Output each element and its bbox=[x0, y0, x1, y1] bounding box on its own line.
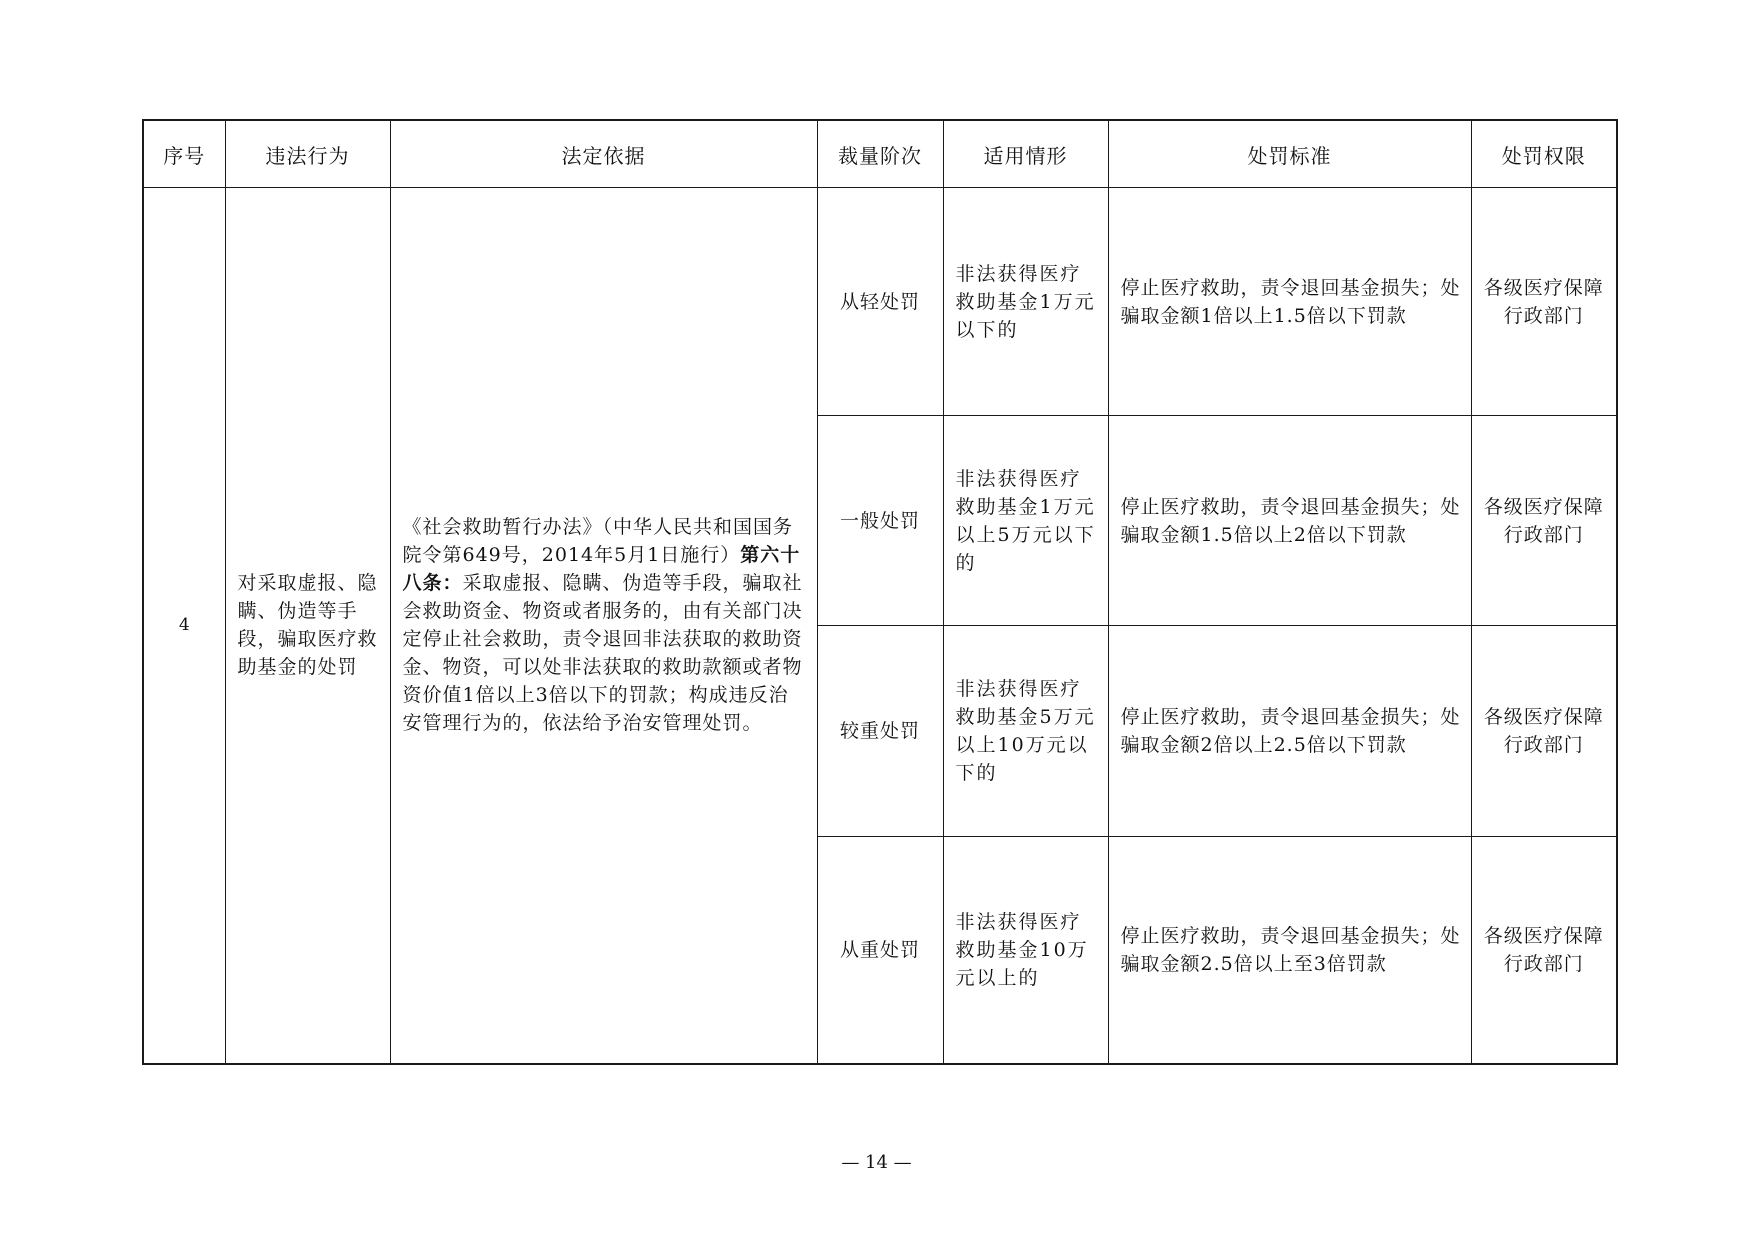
standard-cell: 停止医疗救助，责令退回基金损失；处骗取金额1倍以上1.5倍以下罚款 bbox=[1108, 188, 1471, 416]
legal-basis-cell bbox=[390, 188, 817, 1064]
level-cell: 从轻处罚 bbox=[817, 188, 943, 416]
header-row bbox=[143, 120, 1617, 188]
header-applicable-case: 适用情形 bbox=[943, 120, 1108, 188]
case-cell: 非法获得医疗救助基金1万元以上5万元以下的 bbox=[943, 416, 1108, 626]
level-cell: 一般处罚 bbox=[817, 416, 943, 626]
case-cell: 非法获得医疗救助基金1万元以下的 bbox=[943, 188, 1108, 416]
case-cell: 非法获得医疗救助基金5万元以上10万元以下的 bbox=[943, 626, 1108, 837]
header-penalty-standard: 处罚标准 bbox=[1108, 120, 1471, 188]
standard-cell: 停止医疗救助，责令退回基金损失；处骗取金额2倍以上2.5倍以下罚款 bbox=[1108, 626, 1471, 837]
authority-cell: 各级医疗保障行政部门 bbox=[1471, 837, 1617, 1064]
header-legal-basis: 法定依据 bbox=[390, 120, 817, 188]
table-row bbox=[143, 188, 1617, 416]
legal-basis-intro: 《社会救助暂行办法》（中华人民共和国国务院令第649号，2014年5月1日施行） bbox=[402, 516, 794, 567]
header-discretion-level: 裁量阶次 bbox=[817, 120, 943, 188]
level-cell: 从重处罚 bbox=[817, 837, 943, 1064]
legal-basis-article: 第六十八条： bbox=[402, 544, 801, 595]
seq-cell: 4 bbox=[143, 188, 225, 1064]
legal-basis-text: 采取虚报、隐瞒、伪造等手段，骗取社会救助资金、物资或者服务的，由有关部门决定停止社会救助，责令退回非法获取的救助资金、物资，可以处非法获取的救助款额或者物资价值1倍以上3倍以下的罚款；构成违反治安管理行为的，依法给予治安管理处罚。 bbox=[402, 572, 803, 735]
authority-cell: 各级医疗保障行政部门 bbox=[1471, 626, 1617, 837]
standard-cell: 停止医疗救助，责令退回基金损失；处骗取金额2.5倍以上至3倍罚款 bbox=[1108, 837, 1471, 1064]
penalty-discretion-table bbox=[142, 119, 1618, 1065]
authority-cell: 各级医疗保障行政部门 bbox=[1471, 416, 1617, 626]
page-number: — 14 — bbox=[841, 1152, 912, 1173]
violation-cell: 对采取虚报、隐瞒、伪造等手段，骗取医疗救助基金的处罚 bbox=[225, 188, 390, 1064]
header-violation: 违法行为 bbox=[225, 120, 390, 188]
header-authority: 处罚权限 bbox=[1471, 120, 1617, 188]
header-seq: 序号 bbox=[143, 120, 225, 188]
level-cell: 较重处罚 bbox=[817, 626, 943, 837]
case-cell: 非法获得医疗救助基金10万元以上的 bbox=[943, 837, 1108, 1064]
standard-cell: 停止医疗救助，责令退回基金损失；处骗取金额1.5倍以上2倍以下罚款 bbox=[1108, 416, 1471, 626]
authority-cell: 各级医疗保障行政部门 bbox=[1471, 188, 1617, 416]
